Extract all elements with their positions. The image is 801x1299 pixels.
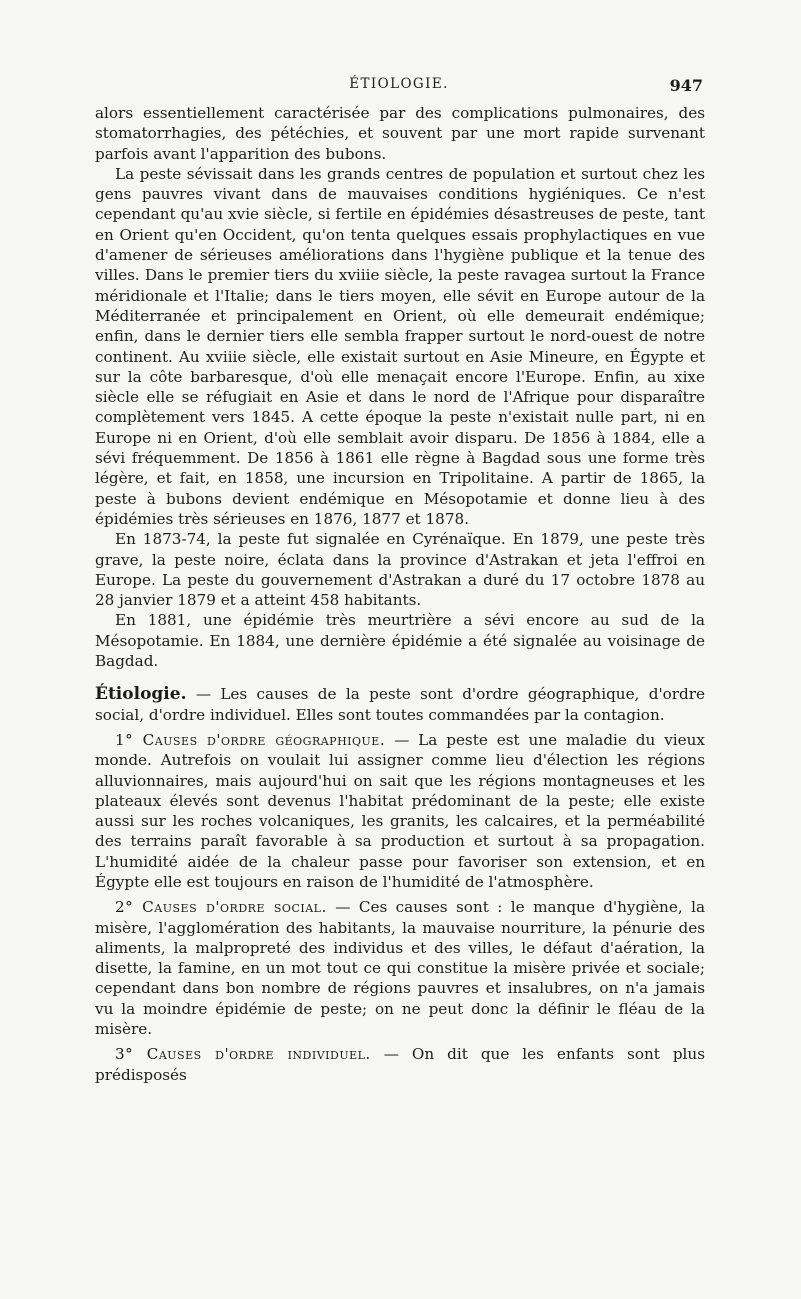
running-head: ÉTIOLOGIE. — [349, 76, 449, 92]
subheading-geographique: 1° Causes d'ordre géographique. — [115, 730, 386, 749]
section-intro: — Les causes de la peste sont d'ordre géographique, d'ordre social, d'ordre individuel. Elles sont toutes commandées par la contagion. — [95, 685, 705, 724]
paragraph-cyrenaique: En 1873-74, la peste fut signalée en Cyrénaïque. En 1879, une peste très grave, la peste noire, éclata dans la province d'Astrakan et jeta l'effroi en Europe. La peste du gouvernement d'Astrakan a duré du 17 octobre 1878 au 28 janvier 1879 et a atteint 458 habitants. — [95, 530, 705, 610]
paragraph-causes-individuelles — [95, 1044, 705, 1085]
paragraph-mesopotamie: En 1881, une épidémie très meurtrière a sévi encore au sud de la Mésopotamie. En 1884, une dernière épidémie a été signalée au voisinage de Bagdad. — [95, 611, 705, 671]
section-title: Étiologie. — [95, 684, 187, 705]
subheading-social: 2° Causes d'ordre social. — [115, 898, 327, 917]
page-number: 947 — [669, 76, 703, 95]
body-text — [95, 103, 705, 1085]
paragraph-causes-sociales — [95, 897, 705, 1039]
paragraph-continuation: alors essentiellement caractérisée par des complications pulmonaires, des stomatorrhagies, des pétéchies, et souvent par une mort rapide survenant parfois avant l'apparition des bubons. — [95, 104, 705, 163]
text-individuel: — On dit que les enfants sont plus prédisposés — [95, 1045, 705, 1084]
subheading-individuel: 3° Causes d'ordre individuel. — [115, 1045, 371, 1064]
text-geographique: — La peste est une maladie du vieux monde. Autrefois on voulait lui assigner comme lieu d'élection les régions alluvionnaires, mais aujourd'hui on sait que les régions montagneuses et les plateaux élevés sont devenus l'habitat prédominant de la peste; elle existe aussi sur les roches volcaniques, les granits, les calcaires, et la perméabilité des terrains paraît favorable à sa production et surtout à sa propagation. L'humidité aidée de la chaleur passe pour favoriser son extension, et en Égypte elle est toujours en raison de l'humidité de l'atmosphère. — [95, 730, 705, 891]
text-social: — Ces causes sont : le manque d'hygiène, la misère, l'agglomération des habitants, la mauvaise nourriture, la pénurie des aliments, la malpropreté des individus et des villes, le défaut d'aération, la disette, la famine, en un mot tout ce qui constitue la misère privée et sociale; cependant dans bon nombre de régions pauvres et insalubres, on n'a jamais vu la moindre épidémie de peste; on ne peut donc la définir le fléau de la misère. — [95, 898, 705, 1039]
section-etiologie — [95, 684, 705, 725]
paragraph-history: La peste sévissait dans les grands centres de population et surtout chez les gens pauvres vivant dans de mauvaises conditions hygiéniques. Ce n'est cependant qu'au xvie siècle, si fertile en épidémies désastreuses de peste, tant en Orient qu'en Occident, qu'on tenta quelques essais prophylactiques en vue d'amener de sérieuses améliorations dans l'hygiène publique et la tenue des villes. Dans le premier tiers du xviiie siècle, la peste ravagea surtout la France méridionale et l'Italie; dans le tiers moyen, elle sévit en Europe autour de la Méditerranée et principalement en Orient, où elle demeurait endémique; enfin, dans le dernier tiers elle sembla frapper surtout le nord-ouest de notre continent. Au xviiie siècle, elle existait surtout en Asie Mineure, en Égypte et sur la côte barbaresque, d'où elle menaçait encore l'Europe. Enfin, au xixe siècle elle se réfugiait en Asie et dans le nord de l'Afrique pour disparaître complètement vers 1845. A cette époque la peste n'existait nulle part, ni en Europe ni en Orient, d'où elle semblait avoir disparu. De 1856 à 1884, elle a sévi fréquemment. De 1856 à 1861 elle règne à Bagdad sous une forme très légère, et fait, en 1858, une incursion en Tripolitaine. A partir de 1865, la peste à bubons devient endémique en Mésopotamie et donne lieu à des épidémies très sérieuses en 1876, 1877 et 1878. — [95, 164, 705, 528]
paragraph-causes-geographiques — [95, 730, 705, 892]
page-header — [95, 76, 703, 96]
